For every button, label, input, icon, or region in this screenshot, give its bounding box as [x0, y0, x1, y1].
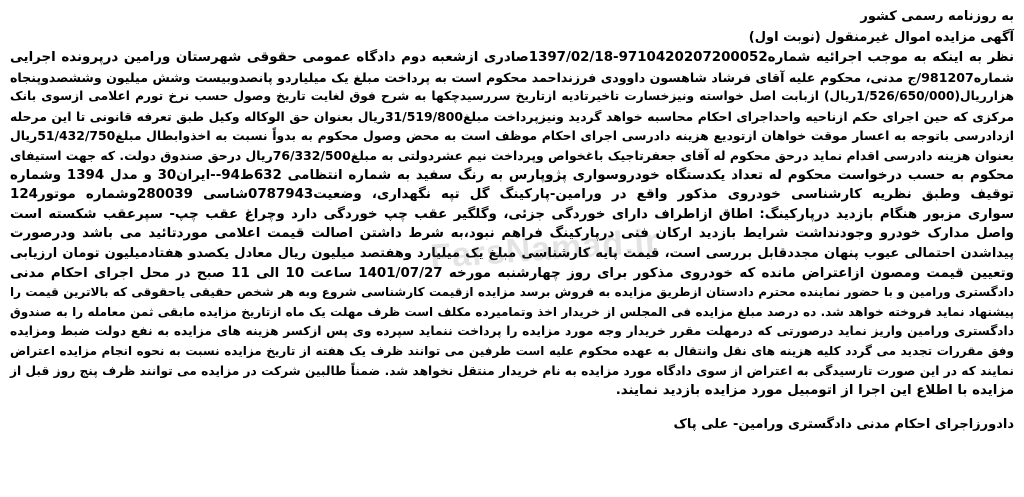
signature: دادورزاجرای احکام مدنی دادگستری ورامین- علی پاک: [673, 416, 1014, 432]
notice-title: آگهی مزایده اموال غیرمنقول (نوبت اول): [748, 30, 1014, 45]
body-line: سواری مزبور هنگام بازدید درپارکینگ: اطاق ازاطراف دارای خوردگی جزئی، وگلگیر عقب چپ خوردگی دارد وچراغ عقب چپ- سپرعقب شکسته است: [10, 206, 1014, 222]
watermark: FarsNamad.ir: [428, 222, 661, 276]
body-line: پیداشدن احتمالی عیوب پنهان مجددقابل بررسی است، قیمت پایه کارشناسی مبلغ یک میلیارد وهفتصد میلیون ریال معادل یکصدو هفتادمیلیون تومان ارزیابی: [10, 245, 1014, 261]
body-line: بعنوان هزینه دادرسی اقدام نماید درحق محکوم له آقای جعفرتاجیک باغخواص وپرداخت نیم عشردولتی به مبلغ76/332/500ریال درحق صندوق دولت. که جهت استیفای: [10, 147, 1014, 163]
spacer: [10, 401, 1014, 415]
body-line: وتعیین قیمت ومصون ازاعتراض مانده که خودروی مذکور برای روز چهارشنبه مورخه 1401/07/27 ساعت 10 الی 11 صبح در محل اجرای احکام مدنی: [10, 265, 1015, 281]
newspaper-reference: به روزنامه رسمی کشور: [860, 9, 1014, 24]
body-line: نظر به اینکه به موجب اجرائیه شماره9710420207200052-1397/02/18صادری ازشعبه دوم دادگاه عمومی حقوقی شهرستان ورامین درپرونده اجرایی: [10, 50, 1014, 65]
body-line: توقیف وطبق نظریه کارشناسی خودروی مذکور واقع در ورامین-پارکینگ گل تپه نگهداری، وضعیت0787943شاسی 280039وشماره موتور124: [10, 187, 1015, 203]
body-line: محکوم به حسب درخواست محکوم له تعداد یکدستگاه خودروسواری پژوپارس به رنگ سفید به شماره انتظامی 632ط94--ایران30 و مدل 1394 وشماره: [10, 167, 1014, 183]
body-line: هزارریال(1/526/650/000ریال) ازبابت اصل خواسته ونیزخسارت تاخیرتادیه ازتاریخ سررسیدچکها به شرح فوق لغایت تاریخ وصول حسب نرخ تورم اعلامی ازسوی بانک: [10, 89, 1014, 104]
notice-body: [10, 48, 1014, 401]
body-line: دادگستری ورامین و با حضور نماینده محترم دادستان ازطریق مزایده به فروش برسد مزایده ازقیمت کارشناسی شروع وبه هر شخص حقیقی یاحقوقی که بالاترین قیمت را: [10, 285, 1014, 300]
body-line: دادگستری ورامین واریز نماید درصورتی که درمهلت مقرر خریدار وجه مورد مزایده را پرداخت ننماید سپرده وی پس ازکسر هزینه های مزایده به نفع دولت ضبط ومزایده: [10, 324, 1014, 339]
body-line: شماره981207/ج مدنی، محکوم علیه آقای فرشاد شاهسون داوودی فرزنداحمد محکوم است به پرداخت مبلغ یک میلیاردو پانصدوبیست وشش میلیون وششصدوپنجاه: [10, 69, 1014, 85]
body-line: نمایند که در این صورت تارسیدگی به اعتراض از سوی دادگاه مورد مزایده به نام خریدار منتقل نخواهد شد. ضمناً طالبین شرکت در مزایده می توانند ظرف پنج روز قبل از: [10, 363, 1014, 378]
body-line: مرکزی که حین اجرای حکم ازناحیه واحداجرای احکام محاسبه خواهد گردید ونیزپرداخت مبلغ31/519/800ریال بعنوان حق الوکاله وکیل طبق تعرفه قانونی تا این مرحله: [10, 108, 1014, 124]
body-line: واصل مدارک خودرو وجودنداشت شرایط بازدید ارکان فنی درپارکینگ فراهم نبود،به شرط داشتن اصالت قیمت اعلامی موردتائید می باشد ودرصورت: [10, 226, 1014, 242]
body-line: مزایده با اطلاع این اجرا از اتومبیل مورد مزایده بازدید نمایند.: [615, 383, 1014, 399]
body-line: ازدادرسی باتوجه به اعسار موقت خواهان ازتودیع هزینه دادرسی اجرای احکام موظف است به محض وصول محکوم به بدواً نسبت به اخذوابطال مبلغ51/432/750ریال: [10, 128, 1014, 144]
body-line: وفق مقررات تجدید می گردد کلیه هزینه های نقل وانتقال به عهده محکوم علیه است طرفین می توانند ظرف یک هفته از تاریخ مزایده نسبت به نحوه انجام مزایده اعتراض: [10, 343, 1014, 358]
body-line: پیشنهاد نماید فروخته خواهد شد. ده درصد مبلغ مزایده فی المجلس از خریدار اخذ وتمامیرده مکلف است ظرف مهلت یک ماه ازتاریخ مزایده مابقی ثمن معامله را به صندوق: [10, 304, 1014, 319]
